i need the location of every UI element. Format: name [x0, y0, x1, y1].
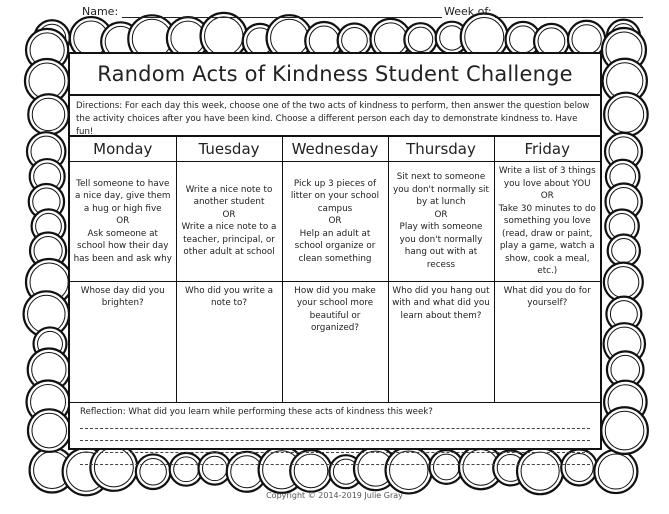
- reflection-prompt: Reflection: What did you learn while performing these acts of kindness this week?: [80, 406, 433, 417]
- question-text: What did you do for yourself?: [503, 285, 591, 308]
- activity-option: Help an adult at school organize or clean something: [294, 228, 376, 264]
- week-line: [495, 7, 643, 18]
- day-header-tuesday: Tuesday: [176, 137, 282, 162]
- doodle-circle: [572, 25, 601, 54]
- activity-option: Tell someone to have a nice day, give them a hug or high five: [75, 178, 171, 214]
- reflection-line[interactable]: [80, 417, 590, 429]
- copyright: Copyright © 2014-2019 Julie Gray: [266, 491, 403, 500]
- activity-cell-friday: [494, 162, 600, 282]
- name-line: [122, 7, 442, 18]
- doodle-circle: [612, 239, 636, 263]
- doodle-circle: [510, 26, 537, 53]
- day-header-monday: Monday: [70, 137, 176, 162]
- reflection-line[interactable]: [80, 441, 590, 453]
- activity-cell-thursday: [388, 162, 494, 282]
- challenge-table: [70, 136, 600, 403]
- doodle-circle: [408, 27, 432, 51]
- answer-cell-wednesday[interactable]: [282, 281, 388, 402]
- answer-cell-friday[interactable]: [494, 281, 600, 402]
- activity-option: Write a list of 3 things you love about YOU: [498, 166, 596, 189]
- doodle-circle: [608, 97, 644, 133]
- question-text: Whose day did you brighten?: [80, 285, 165, 308]
- reflection-section: [70, 403, 600, 469]
- or-separator: OR: [116, 216, 130, 226]
- reflection-line[interactable]: [80, 429, 590, 441]
- name-label: Name:: [82, 5, 119, 18]
- page-title: Random Acts of Kindness Student Challenge: [70, 54, 600, 96]
- challenge-sheet: [68, 52, 602, 450]
- question-text: Who did you write a note to?: [184, 285, 274, 308]
- directions: Directions: For each day this week, choose one of the two acts of kindness to perform, then answer the question below the activity choices after you have been kind. Choose a different person each day to demonstrate kindness to. Have fun!: [70, 96, 600, 136]
- day-header-thursday: Thursday: [388, 137, 494, 162]
- activity-cell-tuesday: [176, 162, 282, 282]
- doodle-circle: [538, 28, 565, 55]
- name-field[interactable]: [82, 5, 442, 18]
- or-separator: OR: [222, 209, 236, 220]
- doodle-circle: [598, 454, 633, 489]
- doodle-circle: [608, 267, 639, 298]
- activity-option: Take 30 minutes to do something you love (read, draw or paint, play a game, watch a show, cook a meal, etc.): [498, 203, 596, 276]
- question-text: How did you make your school more beautiful or organized?: [294, 285, 376, 333]
- or-separator: OR: [328, 216, 342, 226]
- reflection-line[interactable]: [80, 453, 590, 465]
- activity-option: Pick up 3 pieces of litter on your school campus: [290, 178, 380, 214]
- doodle-circle: [32, 413, 67, 448]
- activity-option: Play with someone you don't normally hang out with at recess: [399, 222, 483, 270]
- day-header-friday: Friday: [494, 137, 600, 162]
- answer-cell-monday[interactable]: [70, 281, 176, 402]
- or-separator: OR: [540, 191, 554, 201]
- doodle-circle: [374, 23, 406, 55]
- answer-cell-tuesday[interactable]: [176, 281, 282, 402]
- week-field[interactable]: [444, 5, 643, 18]
- activity-option: Sit next to someone you don't normally sit by at lunch: [393, 172, 489, 208]
- question-text: Who did you hang out with and what did you learn about them?: [392, 285, 490, 321]
- doodle-circle: [32, 98, 64, 130]
- activity-cell-wednesday: [282, 162, 388, 282]
- doodle-circle: [605, 411, 644, 450]
- doodle-circle: [205, 17, 243, 55]
- or-separator: OR: [434, 209, 448, 220]
- day-header-wednesday: Wednesday: [282, 137, 388, 162]
- week-label: Week of:: [444, 5, 492, 18]
- activity-cell-monday: [70, 162, 176, 282]
- activity-option: Ask someone at school how their day has been and ask why: [73, 228, 172, 264]
- activity-option: Write a nice note to a teacher, principal, or other adult at school: [181, 222, 277, 258]
- doodle-circle: [465, 18, 504, 57]
- answer-cell-thursday[interactable]: [388, 281, 494, 402]
- activity-option: Write a nice note to another student: [185, 184, 273, 208]
- doodle-circle: [342, 28, 368, 54]
